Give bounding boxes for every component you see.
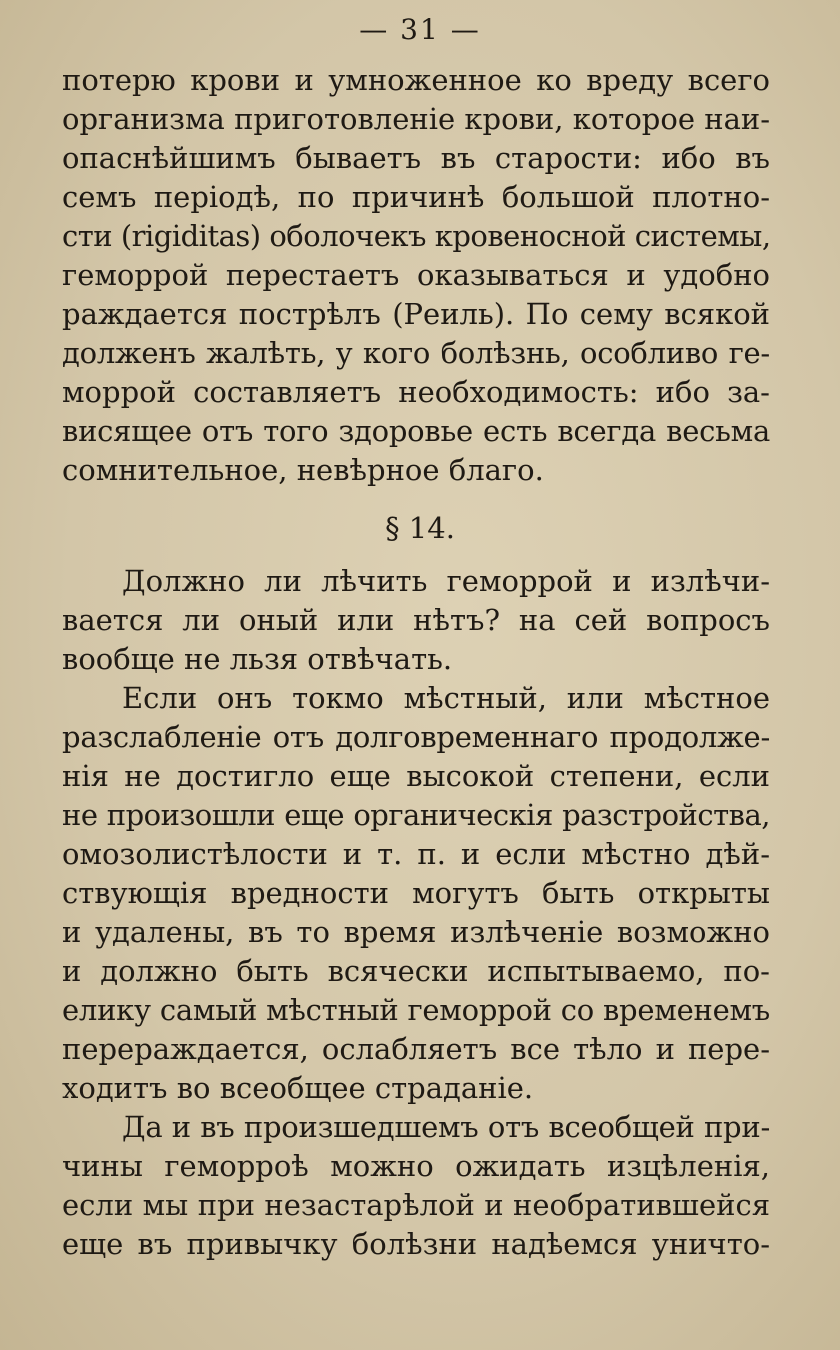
text-line: ствующія вредности могутъ быть открыты	[62, 876, 770, 910]
text-line: долженъ жалѣть, у кого болѣзнь, особливо ге-	[62, 336, 770, 370]
page-number: — 31 —	[359, 13, 481, 46]
text-line: вается ли оный или нѣтъ? на сей вопросъ	[62, 603, 770, 637]
text-line: нія не достигло еще высокой степени, если	[62, 759, 770, 793]
text-line: еще въ привычку болѣзни надѣемся уничто-	[62, 1227, 770, 1261]
text-line: чины геморроѣ можно ожидать изцѣленія,	[62, 1149, 770, 1183]
text-line: Да и въ произшедшемъ отъ всеобщей при-	[122, 1110, 770, 1144]
text-line: омозолистѣлости и т. п. и если мѣстно дѣй-	[62, 837, 770, 871]
text-line: Должно ли лѣчить геморрой и излѣчи-	[122, 564, 770, 598]
text-line: висящее отъ того здоровье есть всегда весьма	[62, 414, 770, 448]
text-line: вообще не льзя отвѣчать.	[62, 642, 453, 676]
text-line: разслабленіе отъ долговременнаго продолже-	[62, 720, 770, 754]
text-line: сти (rigiditas) оболочекъ кровеносной системы,	[62, 219, 771, 253]
text-line: и должно быть всячески испытываемо, по-	[62, 954, 770, 988]
text-line: организма приготовленіе крови, которое наи-	[62, 102, 770, 136]
text-line: раждается пострѣлъ (Реиль). По сему всякой	[62, 297, 770, 331]
text-line: потерю крови и умноженное ко вреду всего	[62, 63, 770, 97]
text-line: елику самый мѣстный геморрой со временемъ	[62, 993, 770, 1027]
text-line: сомнительное, невѣрное благо.	[62, 453, 544, 487]
text-line: не произошли еще органическія разстройства,	[62, 798, 770, 832]
text-line: перераждается, ослабляетъ все тѣло и пере-	[62, 1032, 770, 1066]
text-line: семъ періодѣ, по причинѣ большой плотно-	[62, 180, 770, 214]
text-line: опаснѣйшимъ бываетъ въ старости: ибо въ	[62, 141, 770, 175]
section-heading: § 14.	[385, 511, 455, 545]
text-line: моррой составляетъ необходимость: ибо за-	[62, 375, 770, 409]
text-line: если мы при незастарѣлой и необратившейся	[62, 1188, 770, 1222]
text-line: ходитъ во всеобщее страданіе.	[62, 1071, 534, 1105]
text-line: и удалены, въ то время излѣченіе возможно	[62, 915, 770, 949]
text-line: геморрой перестаетъ оказываться и удобно	[62, 258, 770, 292]
text-line: Если онъ токмо мѣстный, или мѣстное	[122, 681, 770, 715]
